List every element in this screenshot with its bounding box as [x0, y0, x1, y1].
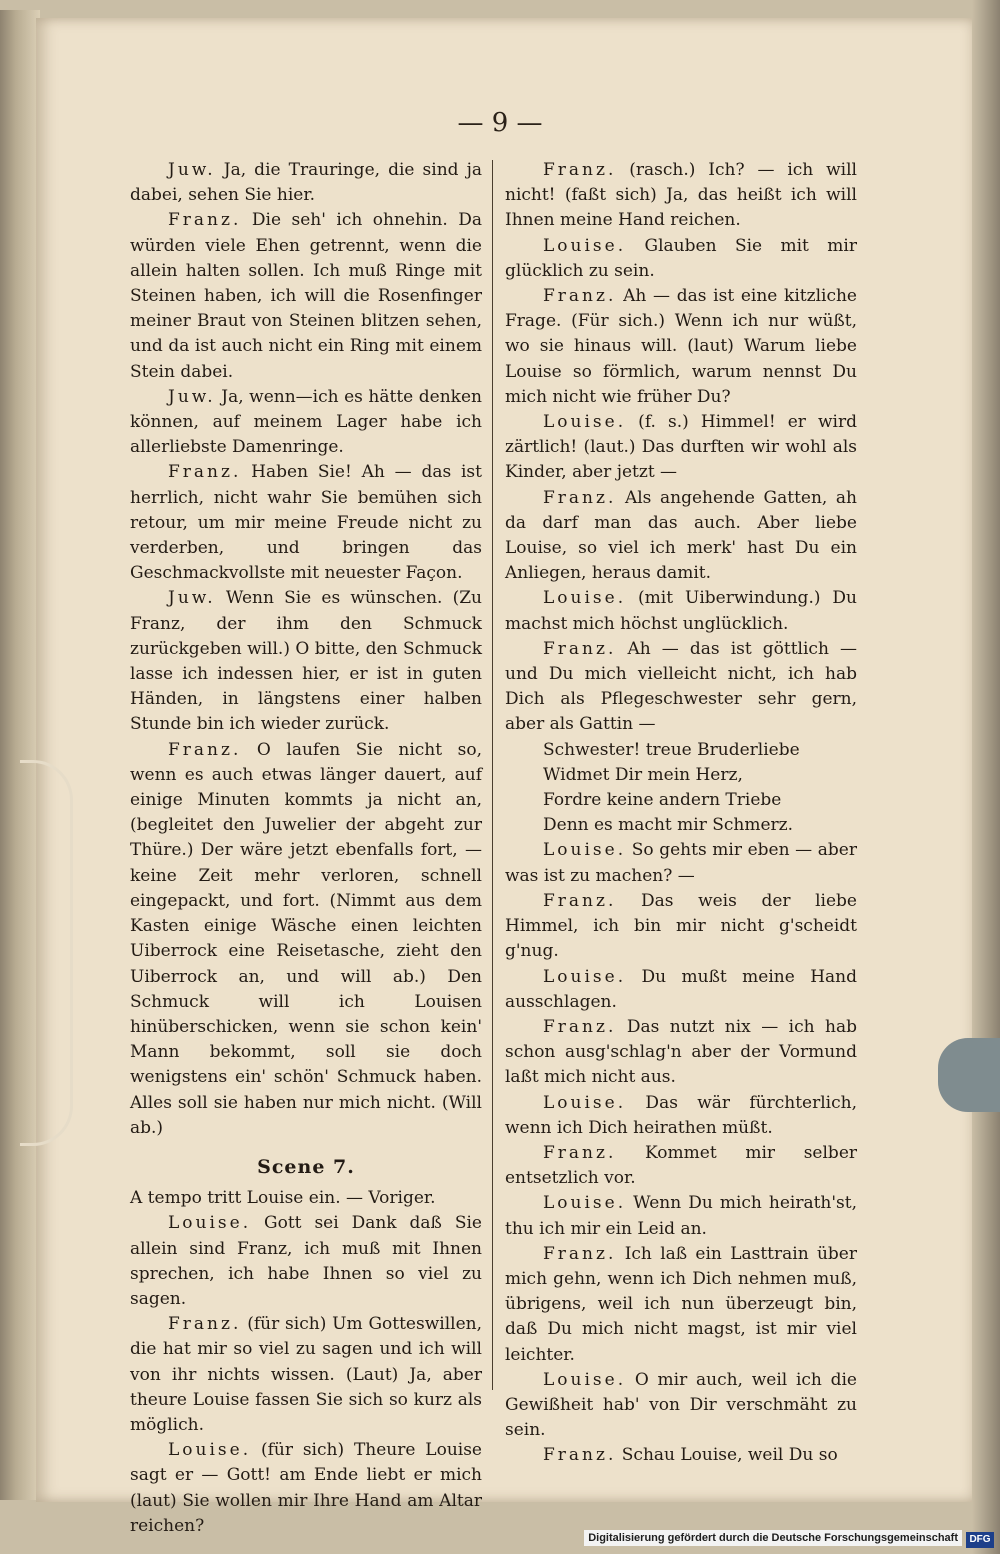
dialogue-paragraph [505, 1141, 857, 1191]
speaker-name: Louise. [168, 1440, 252, 1461]
dialogue-paragraph [505, 838, 857, 888]
dialogue-paragraph [505, 1368, 857, 1444]
dialogue-text: Ja, wenn—ich es hätte denken können, auf meinem Lager habe ich allerliebste Damenringe. [130, 386, 482, 458]
dialogue-text: Das nutzt nix — ich hab schon ausg'schlag'n aber der Vormund laßt mich nicht aus. [505, 1016, 857, 1088]
dialogue-paragraph [505, 586, 857, 636]
speaker-name: Louise. [543, 412, 627, 433]
dialogue-text: Das wär fürchterlich, wenn ich Dich heirathen müßt. [505, 1092, 857, 1138]
dfg-logo: DFG [966, 1532, 994, 1548]
dialogue-paragraph [505, 410, 857, 486]
dialogue-paragraph [505, 1443, 857, 1468]
speaker-name: Franz. [168, 1314, 242, 1335]
dialogue-text: Wenn Sie es wünschen. (Zu Franz, der ihm den Schmuck zurückgeben will.) O bitte, den Schmuck lasse ich indessen hier, er ist in guten Händen, in längstens einer halben Stunde bin ich wieder zurück. [130, 588, 482, 735]
speaker-name: Louise. [168, 1213, 252, 1234]
dialogue-text: (mit Uiberwindung.) Du machst mich höchst unglücklich. [505, 588, 857, 634]
dialogue-text: Kommet mir selber entsetzlich vor. [505, 1142, 857, 1189]
speaker-name: Franz. [543, 890, 617, 911]
dialogue-paragraph [505, 1015, 857, 1091]
dialogue-paragraph [505, 284, 857, 410]
dialogue-paragraph [130, 208, 482, 384]
dialogue-paragraph [130, 1211, 482, 1312]
dialogue-paragraph [505, 1091, 857, 1141]
dialogue-text: Gott sei Dank daß Sie allein sind Franz, ich muß mit Ihnen sprechen, ich habe Ihnen so viel zu sagen. [130, 1213, 482, 1309]
dialogue-paragraph [505, 1191, 857, 1241]
scene-heading: Scene 7. [257, 1155, 355, 1178]
speaker-name: Louise. [543, 1092, 627, 1113]
dialogue-paragraph [505, 1242, 857, 1368]
speaker-name: Franz. [543, 160, 617, 180]
right-column [505, 158, 857, 1469]
book-spine-fold [0, 10, 40, 1500]
dialogue-paragraph [130, 1438, 482, 1539]
dialogue-paragraph [130, 586, 482, 737]
verse-line: Denn es macht mir Schmerz. [543, 815, 794, 836]
dialogue-paragraph [505, 889, 857, 965]
dialogue-text: O laufen Sie nicht so, wenn es auch etwas länger dauert, auf einige Minuten kommts ja nicht an, (begleitet den Juwelier der abgeht zur Thüre.) Der wäre jetzt ebenfalls fort, — keine Zeit mehr verloren, schnell eingepackt, und fort. (Nimmt aus dem Kasten einige Wäsche einen leichten Uiberrock eine Reisetasche, zieht den Uiberrock an, und will ab.) Den Schmuck will ich Louisen hinüberschicken, wenn sie schon kein' Mann bekommt, soll sie doch wenigstens ein' schön' Schmuck haben. Alles soll sie haben nur mich nicht. (Will ab.) [130, 739, 482, 1138]
speaker-name: Louise. [543, 1369, 627, 1390]
speaker-name: Franz. [543, 286, 617, 307]
dialogue-text: (rasch.) Ich? — ich will nicht! (faßt sich) Ja, das heißt ich will Ihnen meine Hand reichen. [505, 160, 857, 231]
binding-thread [20, 760, 73, 1146]
speaker-name: Louise. [543, 966, 627, 987]
dialogue-text: Die seh' ich ohnehin. Da würden viele Ehen getrennt, wenn die allein halten sollen. Ich muß Ringe mit Steinen haben, ich will die Rosenfinger meiner Braut von Steinen blitzen sehen, und da ist auch nicht ein Ring mit einem Stein dabei. [130, 210, 482, 382]
verse-line: Schwester! treue Bruderliebe [543, 739, 800, 760]
dialogue-paragraph [130, 738, 482, 1141]
dialogue-text: Ah — das ist göttlich — und Du mich vielleicht nicht, ich hab Dich als Pflegeschwester sehr gern, aber als Gattin — [505, 638, 857, 735]
dialogue-paragraph [130, 460, 482, 586]
scene-direction: A tempo tritt Louise ein. — Voriger. [130, 1188, 436, 1209]
speaker-name: Juw. [168, 160, 216, 180]
speaker-name: Juw. [168, 588, 216, 609]
speaker-name: Franz. [168, 210, 242, 231]
dialogue-paragraph [505, 965, 857, 1015]
speaker-name: Franz. [168, 462, 242, 483]
speaker-name: Franz. [543, 1243, 617, 1264]
speaker-name: Juw. [168, 386, 216, 407]
page-number: — 9 — [457, 108, 543, 138]
column-divider [492, 160, 493, 1390]
dialogue-text: Wenn Du mich heirath'st, thu ich mir ein Leid an. [505, 1193, 857, 1239]
dialogue-text: Haben Sie! Ah — das ist herrlich, nicht wahr Sie bemühen sich retour, um mir meine Freude nicht zu verderben, und bringen das Geschmackvollste mit neuester Façon. [130, 462, 482, 584]
page-edge [972, 0, 1000, 1554]
speaker-name: Franz. [543, 638, 617, 659]
dialogue-text: Schau Louise, weil Du so [616, 1445, 838, 1466]
speaker-name: Franz. [543, 487, 617, 508]
dialogue-text: Ich laß ein Lasttrain über mich gehn, wenn ich Dich nehmen muß, übrigens, weil ich nun überzeugt bin, daß Du mich nicht magst, ist mir viel leichter. [505, 1243, 857, 1365]
dialogue-text: (f. s.) Himmel! er wird zärtlich! (laut.) Das durften wir wohl als Kinder, aber jetzt — [505, 412, 857, 483]
page-clip [938, 1038, 1000, 1112]
dialogue-text: (für sich) Um Gotteswillen, die hat mir so viel zu sagen und ich will von ihr nichts wissen. (Laut) Ja, aber theure Louise fassen Sie sich so kurz als möglich. [130, 1314, 482, 1435]
speaker-name: Louise. [543, 840, 627, 861]
dialogue-paragraph [505, 158, 857, 234]
dialogue-paragraph [505, 234, 857, 284]
verse-line: Widmet Dir mein Herz, [543, 764, 743, 785]
speaker-name: Louise. [543, 588, 627, 609]
dialogue-paragraph [130, 1312, 482, 1438]
dialogue-text: So gehts mir eben — aber was ist zu machen? — [505, 840, 857, 886]
verse-line: Fordre keine andern Triebe [543, 790, 782, 811]
verse-block [505, 738, 857, 839]
dialogue-text: O mir auch, weil ich die Gewißheit hab' von Dir verschmäht zu sein. [505, 1369, 857, 1441]
dialogue-text: (für sich) Theure Louise sagt er — Gott! am Ende liebt er mich (laut) Sie wollen mir Ihre Hand am Altar reichen? [130, 1440, 482, 1536]
speaker-name: Franz. [543, 1445, 617, 1466]
dialogue-text: Glauben Sie mit mir glücklich zu sein. [505, 235, 857, 281]
dialogue-text: Du mußt meine Hand ausschlagen. [505, 966, 857, 1012]
speaker-name: Louise. [543, 235, 627, 256]
speaker-name: Franz. [168, 739, 242, 760]
dialogue-paragraph [130, 385, 482, 461]
speaker-name: Franz. [543, 1016, 617, 1037]
dialogue-paragraph [505, 637, 857, 738]
speaker-name: Franz. [543, 1142, 617, 1163]
dialogue-text: Das weis der liebe Himmel, ich bin mir nicht g'scheidt g'nug. [505, 890, 857, 962]
dialogue-text: Ja, die Trauringe, die sind ja dabei, sehen Sie hier. [130, 160, 482, 206]
dialogue-paragraph [130, 158, 482, 208]
dialogue-text: Als angehende Gatten, ah da darf man das auch. Aber liebe Louise, so viel ich merk' hast Du ein Anliegen, heraus damit. [505, 487, 857, 584]
left-column [130, 158, 482, 1539]
dialogue-text: Ah — das ist eine kitzliche Frage. (Für sich.) Wenn ich nur wüßt, wo sie hinaus will. (laut) Warum liebe Louise so förmlich, warum nennst Du mich nicht wie früher Du? [505, 286, 857, 407]
speaker-name: Louise. [543, 1193, 627, 1214]
dialogue-paragraph [505, 486, 857, 587]
funding-notice: Digitalisierung gefördert durch die Deutsche Forschungsgemeinschaft [584, 1530, 962, 1546]
